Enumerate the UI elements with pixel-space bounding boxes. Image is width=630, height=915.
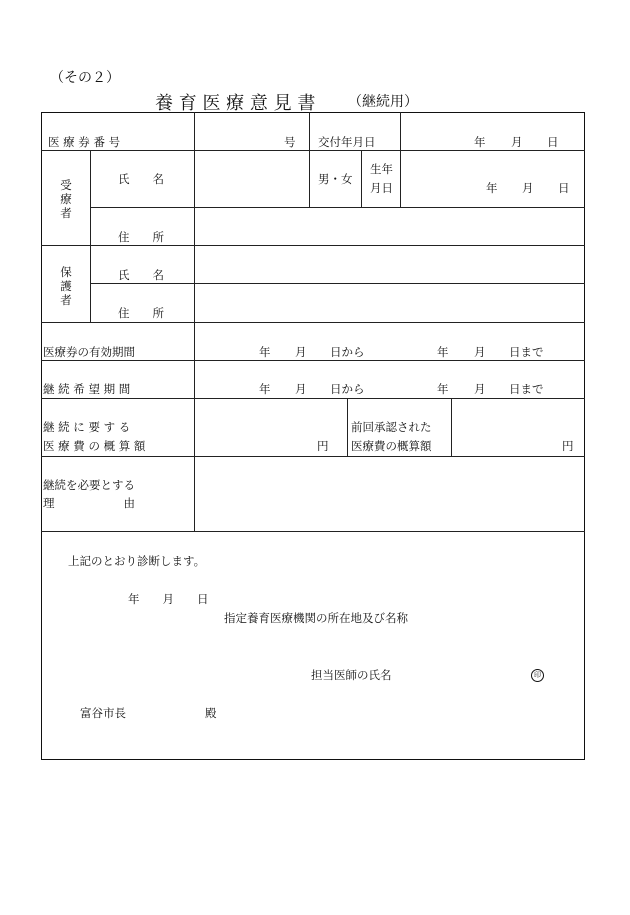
birth-label-line2: 月日 (370, 181, 393, 195)
row-divider (41, 245, 585, 246)
column-divider (90, 150, 91, 322)
diagnosis-date: 年 月 日 (128, 592, 209, 606)
cost-label-line2: 医 療 費 の 概 算 額 (43, 439, 146, 453)
column-divider (361, 150, 362, 207)
row-divider (90, 207, 585, 208)
validity-to-day: 日まで (509, 345, 544, 359)
patient-address-label: 住 所 (118, 230, 164, 244)
document-subtitle: （継続用） (348, 94, 418, 110)
issue-year-label: 年 (474, 135, 486, 149)
patient-name-label: 氏 名 (118, 172, 164, 186)
issue-day-label: 日 (547, 135, 559, 149)
row-divider (41, 456, 585, 457)
row-divider (41, 360, 585, 361)
issue-date-label: 交付年月日 (318, 135, 376, 149)
sex-label: 男・女 (318, 172, 353, 186)
previous-cost-label-line1: 前回承認された (351, 420, 432, 434)
issue-month-label: 月 (511, 135, 523, 149)
patient-group-label: 受療者 (60, 178, 72, 220)
row-divider (41, 531, 585, 532)
diagnosis-statement: 上記のとおり診断します。 (68, 554, 206, 568)
column-divider (309, 112, 310, 207)
addressee: 富谷市長 (80, 706, 126, 720)
institution-label: 指定養育医療機関の所在地及び名称 (224, 611, 408, 625)
row-divider (41, 398, 585, 399)
row-divider (90, 283, 585, 284)
desired-to-year: 年 (437, 382, 449, 396)
ticket-number-suffix: 号 (284, 135, 296, 149)
row-divider (41, 322, 585, 323)
guardian-name-label: 氏 名 (118, 268, 164, 282)
reason-label-line2: 理 由 (43, 496, 135, 510)
guardian-group-label: 保護者 (60, 265, 72, 307)
reason-label-line1: 継続を必要とする (43, 478, 135, 492)
validity-period-label: 医療券の有効期間 (43, 345, 135, 359)
document-title: 養 育 医 療 意 見 書 (155, 93, 316, 114)
validity-to-year: 年 (437, 345, 449, 359)
column-divider (347, 398, 348, 456)
validity-from-day: 日から (330, 345, 365, 359)
validity-from-month: 月 (295, 345, 307, 359)
validity-from-year: 年 (259, 345, 271, 359)
birth-label-line1: 生年 (370, 162, 393, 176)
row-divider (41, 150, 585, 151)
validity-to-month: 月 (474, 345, 486, 359)
cost-yen-unit: 円 (317, 439, 329, 453)
cost-label-line1: 継 続 に 要 す る (43, 420, 131, 434)
honorific: 殿 (205, 706, 217, 720)
desired-from-month: 月 (295, 382, 307, 396)
column-divider (194, 112, 195, 531)
sheet-number: （その２） (50, 70, 120, 86)
seal-mark: 印 (531, 669, 544, 682)
desired-to-day: 日まで (509, 382, 544, 396)
desired-period-label: 継 続 希 望 期 間 (43, 382, 131, 396)
column-divider (451, 398, 452, 456)
column-divider (400, 112, 401, 207)
desired-from-year: 年 (259, 382, 271, 396)
form-frame (41, 112, 585, 760)
doctor-name-label: 担当医師の氏名 (311, 668, 392, 682)
desired-to-month: 月 (474, 382, 486, 396)
birth-month-label: 月 (522, 181, 534, 195)
ticket-number-label: 医 療 券 番 号 (48, 135, 121, 149)
desired-from-day: 日から (330, 382, 365, 396)
previous-cost-label-line2: 医療費の概算額 (351, 439, 432, 453)
previous-cost-yen-unit: 円 (562, 439, 574, 453)
birth-year-label: 年 (486, 181, 498, 195)
birth-day-label: 日 (558, 181, 570, 195)
guardian-address-label: 住 所 (118, 306, 164, 320)
